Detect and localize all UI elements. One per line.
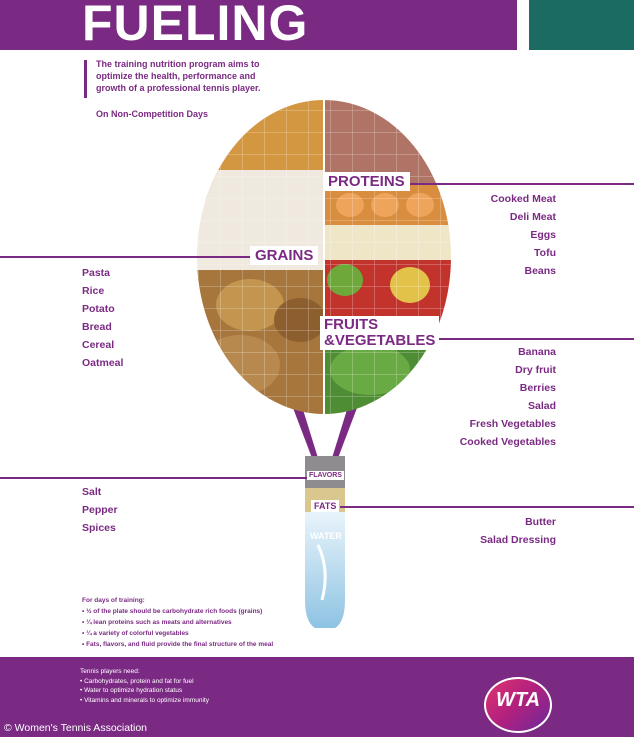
copyright-text: © Women's Tennis Association — [4, 722, 148, 734]
grains-label: GRAINS — [250, 246, 318, 265]
list-item: Pasta — [82, 267, 111, 279]
grains-connector — [0, 256, 250, 258]
list-item: Oatmeal — [82, 357, 124, 369]
list-item: Salad — [527, 400, 556, 412]
flavors-list — [82, 483, 118, 537]
fruits-label: FRUITS &VEGETABLES — [320, 316, 439, 350]
page-title: FUELING — [82, 0, 309, 51]
wta-logo — [484, 677, 552, 733]
list-item: Salad Dressing — [480, 534, 556, 546]
intro-text: The training nutrition program aims to optimize the health, performance and growth of a professional tennis player. — [96, 59, 261, 93]
list-item: Salt — [82, 486, 102, 498]
list-item: Fresh Vegetables — [469, 418, 556, 430]
list-item: Dry fruit — [515, 364, 556, 376]
grains-list — [82, 264, 123, 372]
list-item: Eggs — [530, 229, 556, 241]
water-label: WATER — [310, 531, 342, 541]
training-notes: For days of training: • ½ of the plate should be carbohydrate rich foods (grains) • ¼ lean proteins such as meats and alternatives • ¼ a variety of colorful vegetables • Fats, flavors, and fluid provide the final structure of the meal — [82, 597, 274, 648]
list-item: Potato — [82, 303, 115, 315]
list-item: Cooked Meat — [490, 193, 556, 205]
list-item: Rice — [82, 285, 105, 297]
list-item: Cooked Vegetables — [459, 436, 556, 448]
list-item: Pepper — [82, 504, 118, 516]
fats-connector — [340, 506, 634, 508]
list-item: Banana — [518, 346, 556, 358]
list-item: Spices — [82, 522, 116, 534]
list-item: Beans — [524, 265, 556, 277]
fats-label: FATS — [311, 500, 339, 512]
list-item: Bread — [82, 321, 112, 333]
wta-logo-text: WTA — [495, 689, 541, 711]
list-item: Butter — [525, 516, 556, 528]
list-item: Tofu — [534, 247, 556, 259]
subheading: On Non-Competition Days — [96, 109, 208, 119]
fats-list — [456, 513, 556, 549]
list-item: Cereal — [82, 339, 115, 351]
fruits-connector — [425, 338, 634, 340]
list-item: Berries — [519, 382, 556, 394]
proteins-label: PROTEINS — [323, 172, 410, 191]
fruits-list — [436, 343, 556, 451]
list-item: Deli Meat — [509, 211, 556, 223]
needs-list: Tennis players need: • Carbohydrates, protein and fat for fuel • Water to optimize hydration status • Vitamins and minerals to optimize immunity — [80, 668, 209, 704]
proteins-connector — [405, 183, 634, 185]
proteins-list — [456, 190, 556, 280]
flavors-label: FLAVORS — [309, 472, 342, 479]
flavors-connector — [0, 477, 308, 479]
